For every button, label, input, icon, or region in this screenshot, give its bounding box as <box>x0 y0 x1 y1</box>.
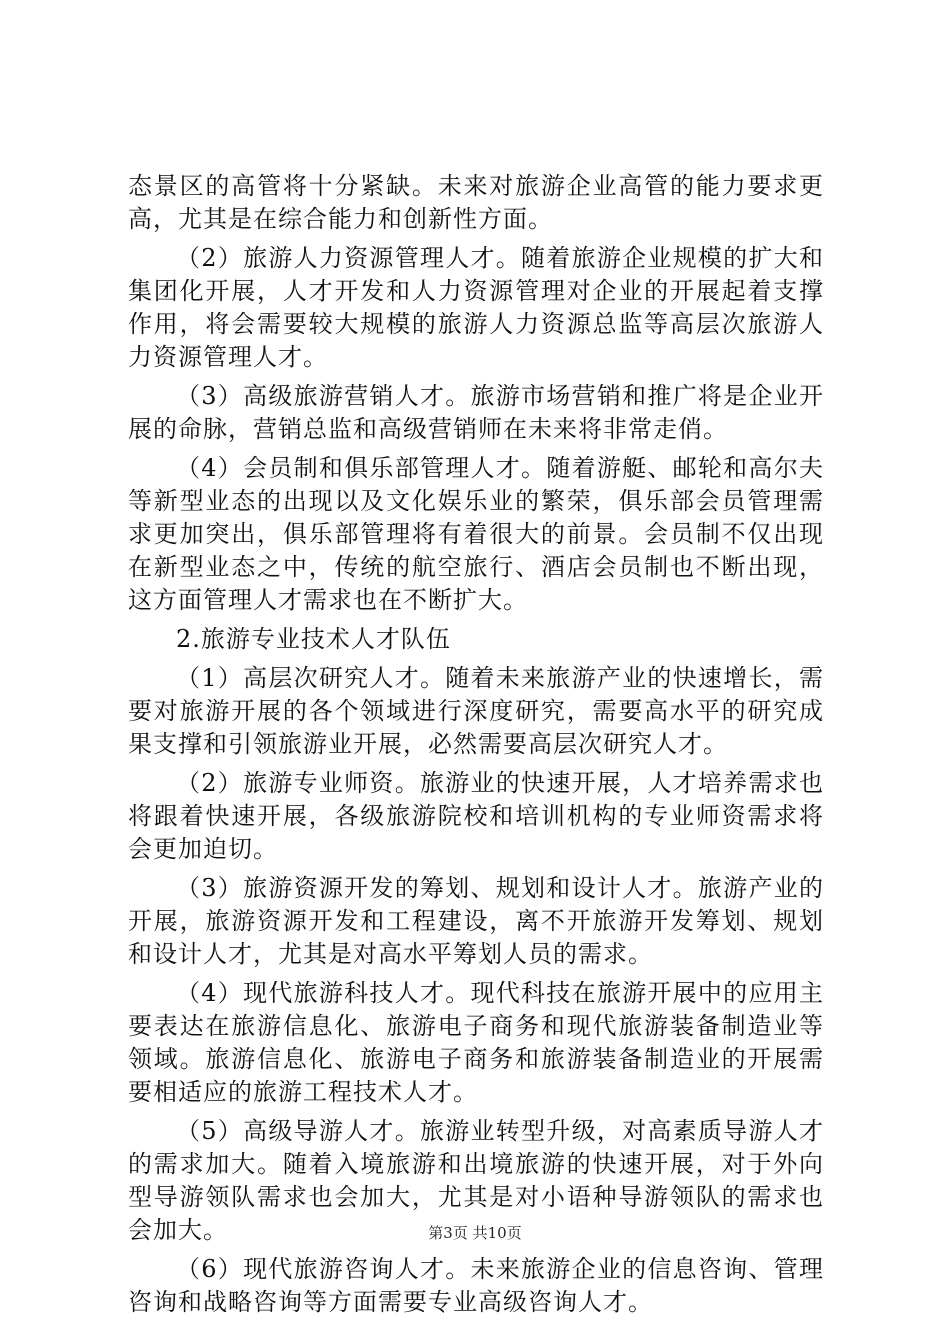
paragraph-club-talent: （4）会员制和俱乐部管理人才。随着游艇、邮轮和高尔夫等新型业态的出现以及文化娱乐业的繁荣，俱乐部会员管理需求更加突出，俱乐部管理将有着很大的前景。会员制不仅出现在新型业态之中，传统的航空旅行、酒店会员制也不断出现，这方面管理人才需求也在不断扩大。 <box>128 454 824 614</box>
paragraph-guide-talent: （5）高级导游人才。旅游业转型升级，对高素质导游人才的需求加大。随着入境旅游和出境旅游的快速开展，对于外向型导游领队需求也会加大，尤其是对小语种导游领队的需求也会加大。 <box>128 1117 824 1244</box>
paragraph-marketing-talent: （3）高级旅游营销人才。旅游市场营销和推广将是企业开展的命脉，营销总监和高级营销师在未来将非常走俏。 <box>128 382 824 443</box>
document-body <box>128 170 824 1325</box>
page-number-footer: 第3页 共10页 <box>428 1224 522 1242</box>
paragraph-tech-talent: （4）现代旅游科技人才。现代科技在旅游开展中的应用主要表达在旅游信息化、旅游电子商务和现代旅游装备制造业等领域。旅游信息化、旅游电子商务和旅游装备制造业的开展需要相适应的旅游工程技术人才。 <box>128 979 824 1106</box>
paragraph-continuation: 态景区的高管将十分紧缺。未来对旅游企业高管的能力要求更高，尤其是在综合能力和创新性方面。 <box>128 172 824 233</box>
paragraph-teaching-talent: （2）旅游专业师资。旅游业的快速开展，人才培养需求也将跟着快速开展，各级旅游院校和培训机构的专业师资需求将会更加迫切。 <box>128 769 824 863</box>
paragraph-hr-talent: （2）旅游人力资源管理人才。随着旅游企业规模的扩大和集团化开展，人才开发和人力资源管理对企业的开展起着支撑作用，将会需要较大规模的旅游人力资源总监等高层次旅游人力资源管理人才。 <box>128 244 824 371</box>
section-heading: 2.旅游专业技术人才队伍 <box>176 625 451 653</box>
paragraph-research-talent: （1）高层次研究人才。随着未来旅游产业的快速增长，需要对旅游开展的各个领域进行深度研究，需要高水平的研究成果支撑和引领旅游业开展，必然需要高层次研究人才。 <box>128 664 824 758</box>
paragraph-consulting-talent: （6）现代旅游咨询人才。未来旅游企业的信息咨询、管理咨询和战略咨询等方面需要专业高级咨询人才。 <box>128 1255 824 1316</box>
paragraph-planning-talent: （3）旅游资源开发的筹划、规划和设计人才。旅游产业的开展，旅游资源开发和工程建设，离不开旅游开发筹划、规划和设计人才，尤其是对高水平筹划人员的需求。 <box>128 874 824 968</box>
